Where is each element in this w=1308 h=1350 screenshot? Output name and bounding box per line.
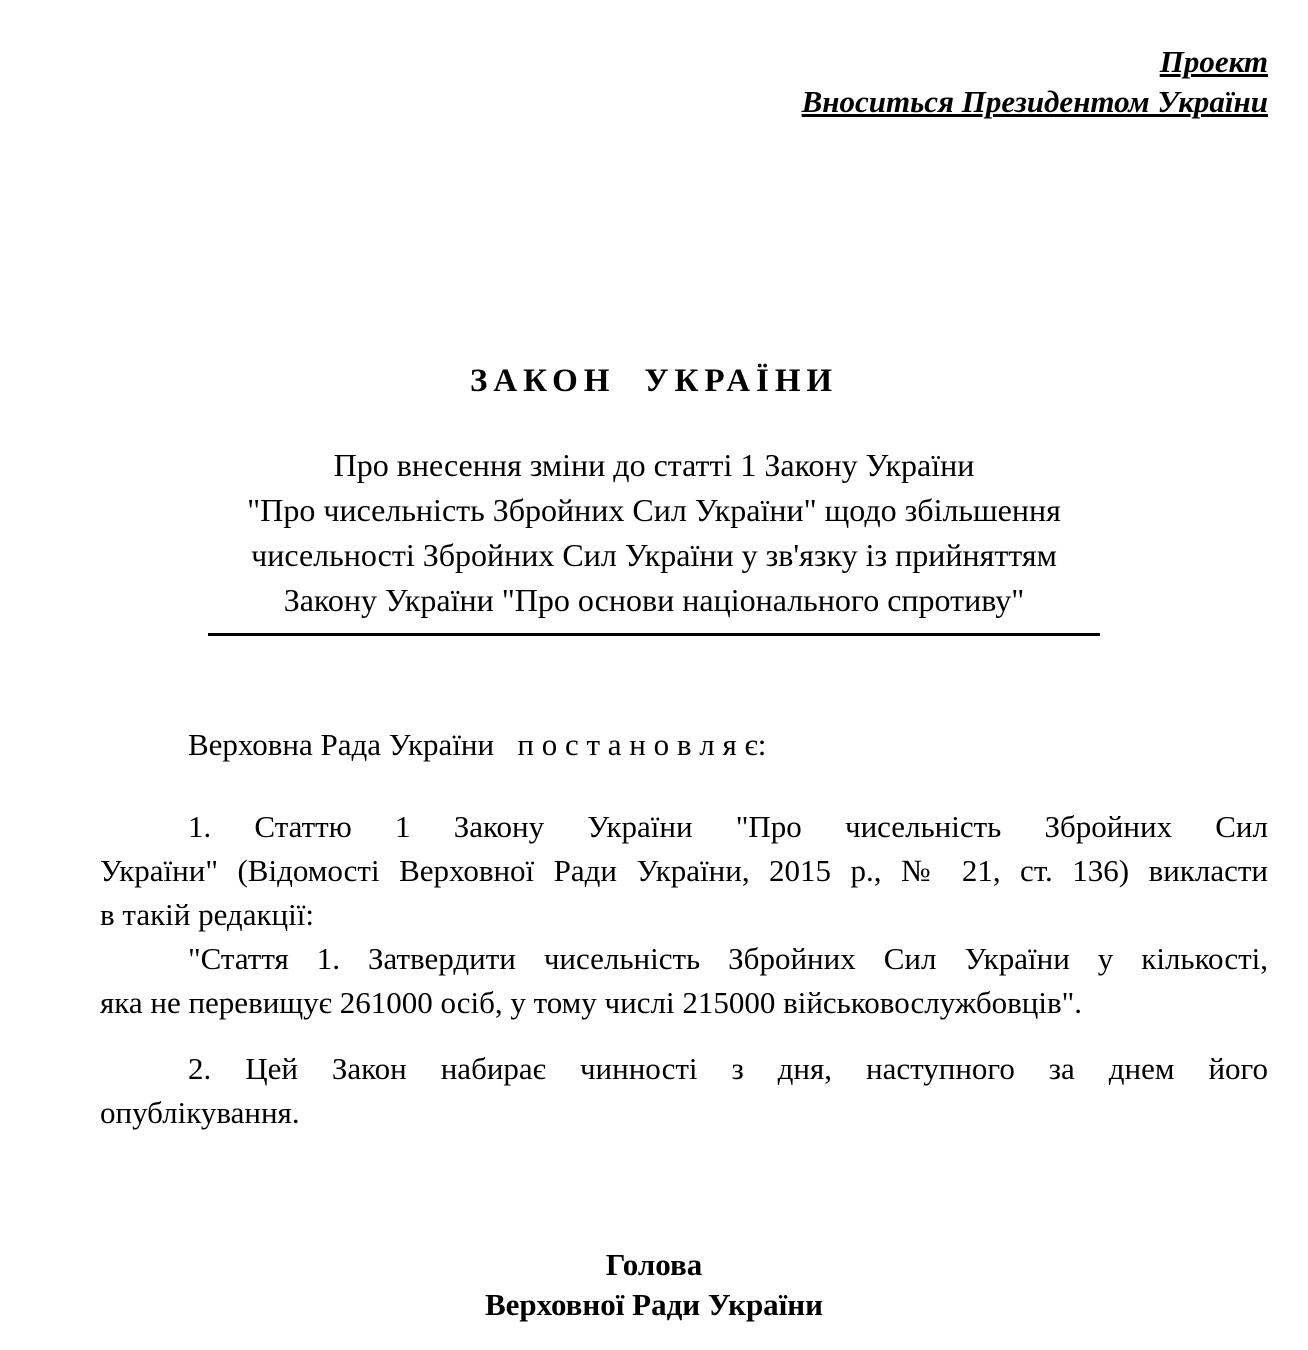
- article-1-line: 1. Статтю 1 Закону України "Про чисельність Збройних Сил: [188, 809, 1268, 844]
- article-2-line: опублікування.: [100, 1095, 300, 1130]
- quoted-article-line: "Стаття 1. Затвердити чисельність Збройних Сил України у кількості,: [188, 941, 1268, 976]
- law-subtitle-block: [0, 443, 1308, 623]
- law-body: [0, 723, 1308, 1135]
- signature-block: [0, 1245, 1308, 1325]
- article-1-line: в такій редакції:: [100, 897, 314, 932]
- law-subtitle-line: чисельності Збройних Сил України у зв'язку із прийняттям: [251, 537, 1057, 573]
- law-subtitle-line: Закону України "Про основи національного спротиву": [283, 582, 1025, 618]
- draft-note-line: Проект: [1159, 44, 1268, 79]
- law-title: ЗАКОН УКРАЇНИ: [469, 363, 839, 399]
- law-subtitle-line: Про внесення зміни до статті 1 Закону України: [333, 447, 975, 483]
- article-1-paragraph: [100, 805, 1268, 937]
- signature-title: Голова: [605, 1247, 703, 1282]
- quoted-article-line: яка не перевищує 261000 осіб, у тому числі 215000 військовослужбовців".: [100, 985, 1082, 1020]
- article-1-line: України" (Відомості Верховної Ради України, 2015 р., № 21, ст. 136) викласти: [100, 853, 1268, 888]
- submitted-by-note-line: Вноситься Президентом України: [801, 84, 1268, 119]
- resolution-line: Верховна Рада України п о с т а н о в л я є:: [188, 727, 767, 762]
- signature-organization: Верховної Ради України: [484, 1287, 824, 1322]
- article-2-line: 2. Цей Закон набирає чинності з дня, наступного за днем його: [188, 1051, 1268, 1086]
- horizontal-rule: [208, 633, 1100, 636]
- law-subtitle-line: "Про чисельність Збройних Сил України" щодо збільшення: [247, 492, 1061, 528]
- article-1-quoted-text: [100, 937, 1268, 1025]
- article-2-paragraph: [100, 1047, 1268, 1135]
- draft-note-block: [0, 42, 1308, 122]
